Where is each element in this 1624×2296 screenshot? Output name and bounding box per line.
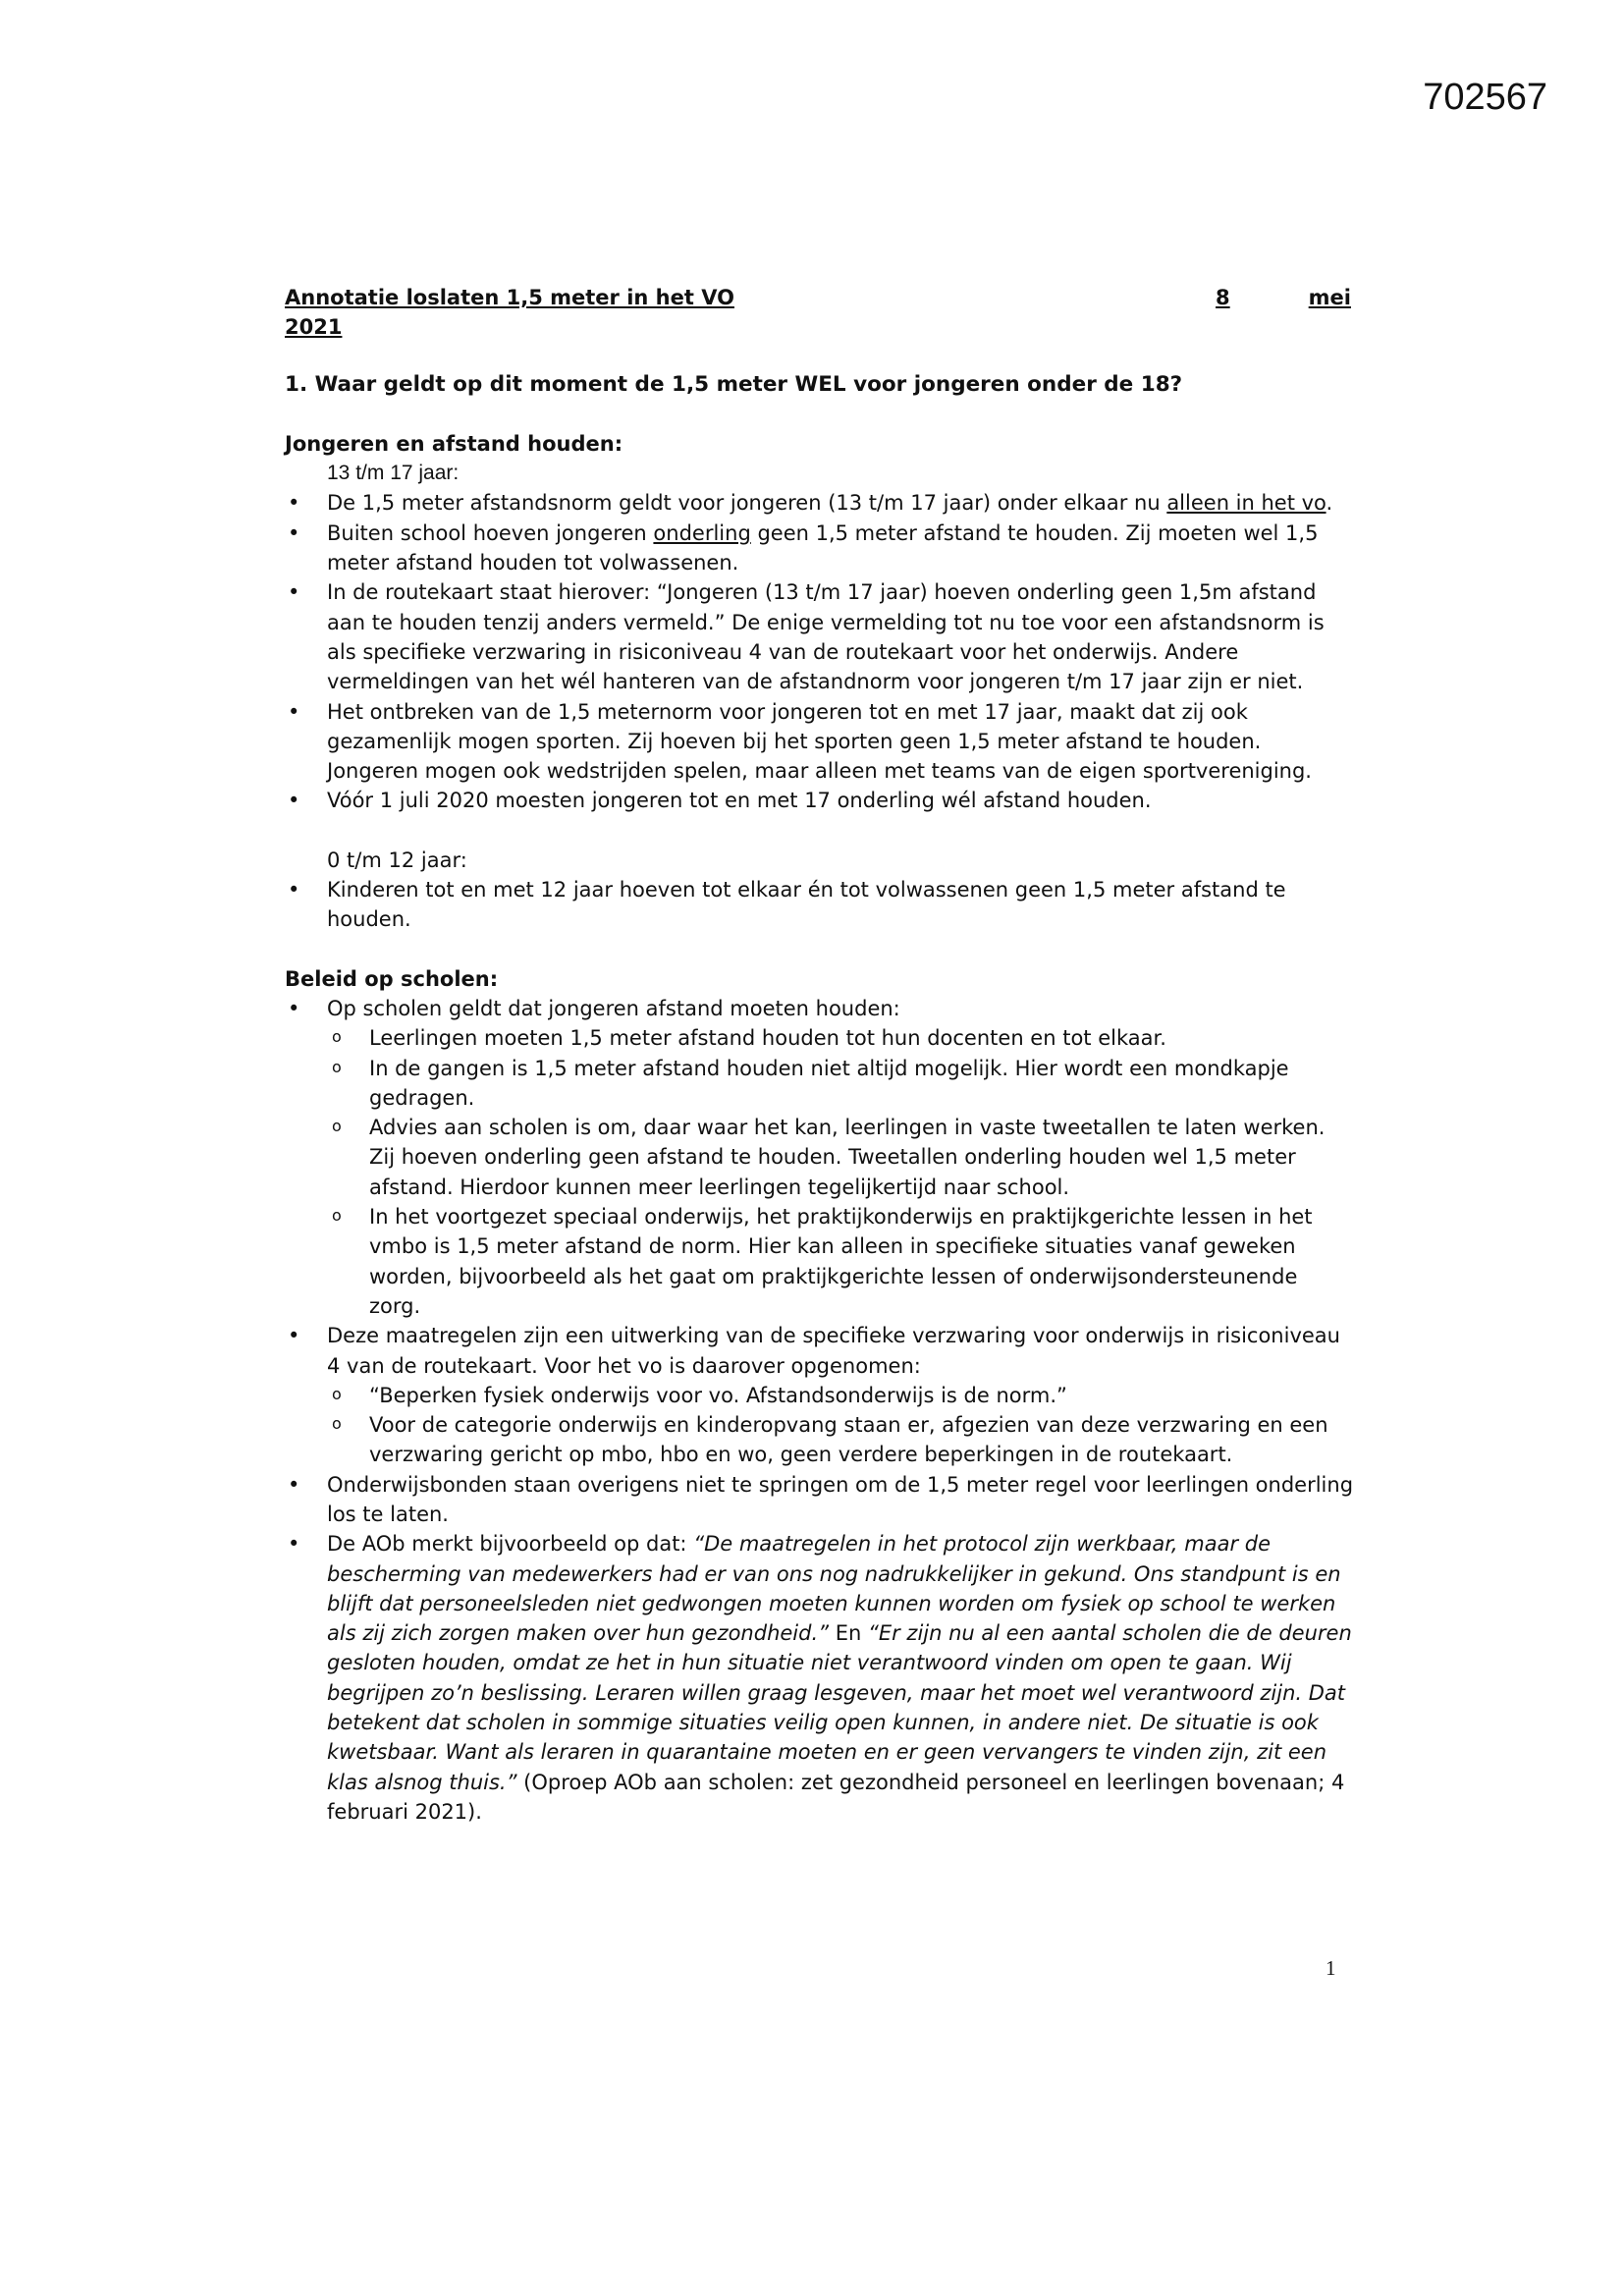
list-item: • Deze maatregelen zijn een uitwerking van de specifieke verzwaring voor onderwijs in risiconiveau 4 van de routekaart. Voor het vo is daarover opgenomen: [285,1321,1355,1381]
beleid-sublist-1 [285,1023,1355,1321]
sub-list-item: o Advies aan scholen is om, daar waar het kan, leerlingen in vaste tweetallen te laten werken. Zij hoeven onderling geen afstand te houden. Tweetallen onderling houden wel 1,5 meter afstand. Hierdoor kunnen meer leerlingen tegelijkertijd naar school. [285,1113,1355,1202]
text: De AOb merkt bijvoorbeeld op dat: [327,1532,694,1557]
text: . [1326,491,1333,516]
text: Buiten school hoeven jongeren [327,520,654,545]
document-page [285,283,1355,1827]
section-heading-beleid: Beleid op scholen: [285,966,499,991]
sub-list-item: o “Beperken fysiek onderwijs voor vo. Afstandsonderwijs is de norm.” [285,1381,1355,1410]
beleid-sublist-2 [285,1381,1355,1470]
document-number: 702567 [1423,77,1547,118]
sub-list-item: o In het voortgezet speciaal onderwijs, het praktijkonderwijs en praktijkgerichte lessen in het vmbo is 1,5 meter afstand de norm. Hier kan alleen in specifieke situaties vanaf geweken worden, bijvoorbeeld als het gaat om praktijkgerichte lessen of onderwijsondersteunende zorg. [285,1202,1355,1321]
section-heading-jongeren: Jongeren en afstand houden: [285,431,623,456]
kinderen-list [285,875,1355,935]
document-date [1216,283,1351,312]
age-group-label: 13 t/m 17 jaar: [327,462,460,485]
list-item [285,519,1355,578]
list-item [285,994,1355,1023]
list-item [285,1529,1355,1827]
sub-list-item: o Voor de categorie onderwijs en kinderopvang staan er, afgezien van deze verzwaring en een verzwaring gericht op mbo, hbo en wo, geen verdere beperkingen in de routekaart. [285,1410,1355,1470]
list-item: • Vóór 1 juli 2020 moesten jongeren tot en met 17 onderling wél afstand houden. [285,786,1355,815]
jongeren-list [285,488,1355,815]
quote-text: “De maatregelen in het protocol zijn werkbaar, maar de bescherming van medewerkers had er van ons nog nadrukkelijker in gekund. Ons standpunt is en blijft dat personeelsleden niet gedwongen moeten kunnen worden om fysiek op school te werken als zij zich zorgen maken over hun gezondheid.” [327,1532,1341,1646]
underlined-text: alleen in het vo [1166,491,1326,516]
sub-list-item: o Leerlingen moeten 1,5 meter afstand houden tot hun docenten en tot elkaar. [285,1023,1355,1053]
list-item: • Onderwijsbonden staan overigens niet te springen om de 1,5 meter regel voor leerlingen onderling los te laten. [285,1470,1355,1530]
date-year: 2021 [285,315,343,340]
beleid-list-cont [285,1321,1355,1381]
underlined-text: onderling [653,520,751,545]
sub-list-item: o In de gangen is 1,5 meter afstand houden niet altijd mogelijk. Hier wordt een mondkapje gedragen. [285,1054,1355,1114]
text: (Oproep AOb aan scholen: zet gezondheid personeel en leerlingen bovenaan; 4 februari 2021). [327,1770,1345,1824]
list-item: • Kinderen tot en met 12 jaar hoeven tot elkaar én tot volwassenen geen 1,5 meter afstand te houden. [285,875,1355,935]
list-item: • Het ontbreken van de 1,5 meternorm voor jongeren tot en met 17 jaar, maakt dat zij ook gezamenlijk mogen sporten. Zij hoeven bij het sporten geen 1,5 meter afstand te houden. Jongeren mogen ook wedstrijden spelen, maar alleen met teams van de eigen sportvereniging. [285,697,1355,787]
text: En [829,1621,868,1646]
text: geen 1,5 meter afstand te houden. Zij moeten wel 1,5 meter afstand houden tot volwassenen. [327,520,1319,575]
document-title-row [285,283,1355,312]
quote-text: “Er zijn nu al een aantal scholen die de deuren gesloten houden, omdat ze het in hun situatie niet verantwoord vinden om open te gaan. Wij begrijpen zo’n beslissing. Leraren willen graag lesgeven, maar het moet wel verantwoord zijn. Dat betekent dat scholen in sommige situaties veilig open kunnen, in andere niet. De situatie is ook kwetsbaar. Want als leraren in quarantaine moeten en er geen vervangers te vinden zijn, zit een klas alsnog thuis.” [327,1621,1352,1794]
text: De 1,5 meter afstandsnorm geldt voor jongeren (13 t/m 17 jaar) onder elkaar nu [327,491,1167,516]
date-month: mei [1308,286,1351,309]
age-group-label: 0 t/m 12 jaar: [327,847,467,872]
date-day: 8 [1216,286,1230,309]
page-number: 1 [1326,1956,1336,1980]
list-item: • In de routekaart staat hierover: “Jongeren (13 t/m 17 jaar) hoeven onderling geen 1,5m afstand aan te houden tenzij anders vermeld.” De enige vermelding tot nu toe voor een afstandsnorm is als specifieke verzwaring in risiconiveau 4 van de routekaart voor het onderwijs. Andere vermeldingen van het wél hanteren van de afstandnorm voor jongeren t/m 17 jaar zijn er niet. [285,577,1355,696]
list-item [285,488,1355,518]
question-heading: 1. Waar geldt op dit moment de 1,5 meter WEL voor jongeren onder de 18? [285,371,1183,397]
beleid-list [285,994,1355,1023]
document-title: Annotatie loslaten 1,5 meter in het VO [285,286,734,309]
text: Op scholen geldt dat jongeren afstand moeten houden: [327,996,900,1020]
beleid-list-end [285,1470,1355,1828]
